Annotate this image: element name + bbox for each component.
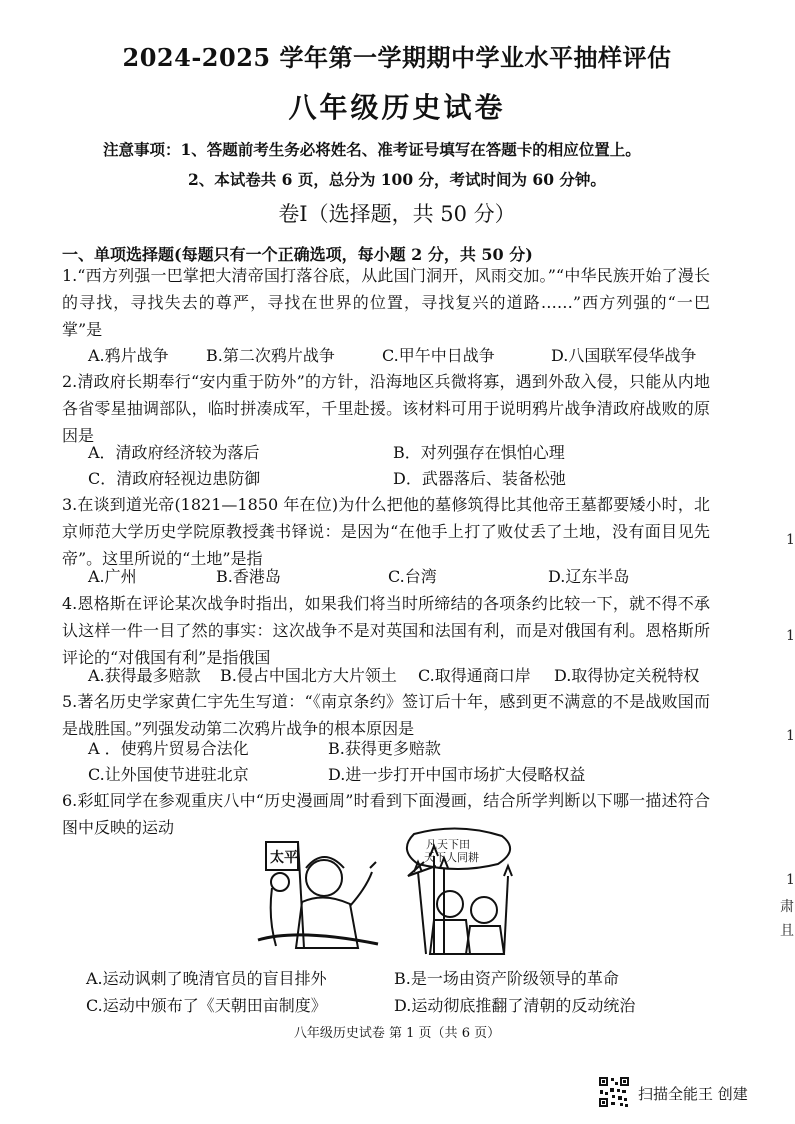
question-4-options xyxy=(88,662,708,689)
question-5-option-d: D.进一步打开中国市场扩大侵略权益 xyxy=(328,765,586,784)
question-5-options-row-1 xyxy=(88,735,708,762)
question-3-stem: 3.在谈到道光帝(1821—1850 年在位)为什么把他的墓修筑得比其他帝王墓都要矮小时，北京师范大学历史学院原教授龚书铎说：是因为“在他手上打了败仗丢了土地，没有面目见先帝”。这里所说的“土地”是指 xyxy=(62,495,710,568)
exam-title: 2024-2025 学年第一学期期中学业水平抽样评估 xyxy=(122,43,672,72)
question-2-option-d: D．武器落后、装备松弛 xyxy=(393,469,566,488)
notice-line-1: 注意事项：1、答题前考生务必将姓名、准考证号填写在答题卡的相应位置上。 xyxy=(103,140,641,159)
question-3-option-d: D.辽东半岛 xyxy=(548,567,630,586)
cartoon-speech-line-2: 天下人同耕 xyxy=(424,851,479,864)
question-2-stem: 2.清政府长期奉行“安内重于防外”的方针，沿海地区兵微将寡，遇到外敌入侵，只能从内地各省零星抽调部队，临时拼凑成军，千里赴援。该材料可用于说明鸦片战争清政府战败的原因是 xyxy=(62,372,710,445)
question-2-option-a: A．清政府经济较为落后 xyxy=(88,443,260,462)
question-6-option-b: B.是一场由资产阶级领导的革命 xyxy=(394,969,619,988)
question-5-option-b: B.获得更多赔款 xyxy=(328,739,441,758)
question-1-option-b: B.第二次鸦片战争 xyxy=(206,346,335,365)
question-1-option-c: C.甲午中日战争 xyxy=(382,346,495,365)
question-1-option-d: D.八国联军侵华战争 xyxy=(551,346,697,365)
question-3-option-b: B.香港岛 xyxy=(216,567,281,586)
edge-mark-4: 1 xyxy=(786,872,795,888)
volume-title: 卷Ⅰ（选择题，共 50 分） xyxy=(278,202,516,226)
question-2-option-b: B．对列强存在惧怕心理 xyxy=(393,443,565,462)
page-footer: 八年级历史试卷 第 1 页（共 6 页） xyxy=(293,1026,501,1041)
question-4-option-c: C.取得通商口岸 xyxy=(418,666,531,685)
edge-mark-6: 且 xyxy=(780,923,794,939)
notice-line-2: 2、本试卷共 6 页，总分为 100 分，考试时间为 60 分钟。 xyxy=(188,170,606,189)
edge-mark-1: 1 xyxy=(786,532,795,548)
question-1-stem: 1.“西方列强一巴掌把大清帝国打落谷底，从此国门洞开，风雨交加。”“中华民族开始了漫长的寻找，寻找失去的尊严，寻找在世界的位置，寻找复兴的道路……”西方列强的“一巴掌”是 xyxy=(62,266,710,339)
question-6-option-c: C.运动中颁布了《天朝田亩制度》 xyxy=(86,996,327,1015)
question-3-options xyxy=(88,563,708,590)
question-4-option-b: B.侵占中国北方大片领土 xyxy=(220,666,397,685)
question-6-options-row-2 xyxy=(88,992,708,1019)
edge-mark-3: 1 xyxy=(786,728,795,744)
scanner-watermark: 扫描全能王 创建 xyxy=(638,1085,748,1103)
question-6-option-d: D.运动彻底推翻了清朝的反动统治 xyxy=(394,996,636,1015)
edge-mark-5: 肃 xyxy=(780,899,794,915)
question-5-option-c: C.让外国使节进驻北京 xyxy=(88,765,249,784)
cartoon-speech-line-1: 凡天下田 xyxy=(426,838,470,851)
question-1-option-a: A.鸦片战争 xyxy=(88,346,169,365)
exam-subtitle: 八年级历史试卷 xyxy=(288,91,506,124)
question-1-options xyxy=(88,342,708,369)
question-2-options-row-1 xyxy=(88,439,708,466)
question-2-options-row-2 xyxy=(88,465,708,492)
official-head xyxy=(306,860,342,896)
question-5-options-row-2 xyxy=(88,761,708,788)
section-title: 一、单项选择题(每题只有一个正确选项，每小题 2 分，共 50 分) xyxy=(62,245,533,264)
question-3-option-a: A.广州 xyxy=(88,567,137,586)
question-2-option-c: C．清政府轻视边患防御 xyxy=(88,469,261,488)
question-6-option-a: A.运动讽刺了晚清官员的盲目排外 xyxy=(86,969,327,988)
question-3-option-c: C.台湾 xyxy=(388,567,437,586)
question-6-stem: 6.彩虹同学在参观重庆八中“历史漫画周”时看到下面漫画，结合所学判断以下哪一描述符合图中反映的运动 xyxy=(62,791,710,837)
question-4-option-d: D.取得协定关税特权 xyxy=(554,666,700,685)
question-6-options-row-1 xyxy=(88,965,708,992)
cartoon-flag-text: 太平 xyxy=(270,850,298,866)
question-5-stem: 5.著名历史学家黄仁宇先生写道：“《南京条约》签订后十年，感到更不满意的不是战败国而是战胜国。”列强发动第二次鸦片战争的根本原因是 xyxy=(62,692,710,738)
history-cartoon xyxy=(258,828,520,956)
question-4-stem: 4.恩格斯在评论某次战争时指出，如果我们将当时所缔结的各项条约比较一下，就不得不承认这样一件一目了然的事实：这次战争不是对英国和法国有利，而是对俄国有利。恩格斯所评论的“对俄国有利”是指俄国 xyxy=(62,594,710,667)
qr-code-icon xyxy=(598,1076,630,1108)
edge-mark-2: 1 xyxy=(786,628,795,644)
question-4-option-a: A.获得最多赔款 xyxy=(88,666,201,685)
question-5-option-a: A ．使鸦片贸易合法化 xyxy=(88,739,249,758)
